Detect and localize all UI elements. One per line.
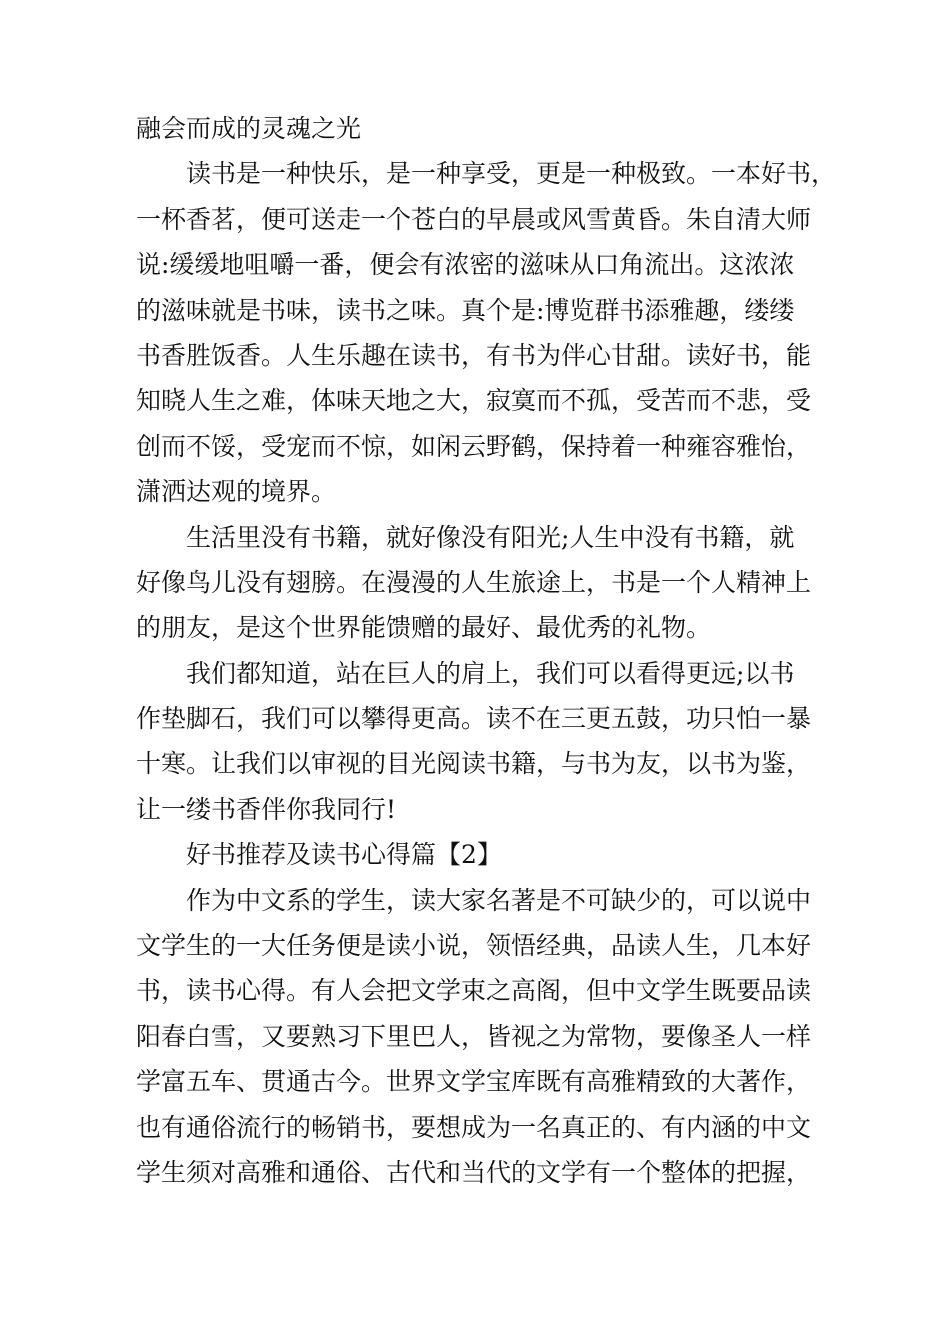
paragraph-start-line: 我们都知道，站在巨人的肩上，我们可以看得更远;以书 <box>186 658 795 688</box>
text-line: 的朋友，是这个世界能馈赠的最好、最优秀的礼物。 <box>136 613 712 643</box>
text-line: 文学生的一大任务便是读小说，领悟经典，品读人生，几本好 <box>136 931 812 961</box>
text-line: 说:缓缓地咀嚼一番，便会有浓密的滋味从口角流出。这浓浓 <box>136 250 795 280</box>
text-line: 学生须对高雅和通俗、古代和当代的文学有一个整体的把握， <box>136 1157 812 1187</box>
text-line: 学富五车、贯通古今。世界文学宝库既有高雅精致的大著作， <box>136 1067 812 1097</box>
text-line: 好像鸟儿没有翅膀。在漫漫的人生旅途上，书是一个人精神上 <box>136 567 812 597</box>
text-line: 潇洒达观的境界。 <box>136 477 337 507</box>
text-line: 也有通俗流行的畅销书，要想成为一名真正的、有内涵的中文 <box>136 1112 812 1142</box>
text-line: 一杯香茗，便可送走一个苍白的早晨或风雪黄昏。朱自清大师 <box>136 204 812 234</box>
text-line: 阳春白雪，又要熟习下里巴人，皆视之为常物，要像圣人一样 <box>136 1021 812 1051</box>
text-line: 书，读书心得。有人会把文学束之高阁，但中文学生既要品读 <box>136 976 812 1006</box>
text-line: 创而不馁，受宠而不惊，如闲云野鹤，保持着一种雍容雅怡， <box>136 431 812 461</box>
paragraph-start-line: 生活里没有书籍，就好像没有阳光;人生中没有书籍，就 <box>186 522 795 552</box>
text-line: 书香胜饭香。人生乐趣在读书，有书为伴心甘甜。读好书，能 <box>136 340 812 370</box>
paragraph-start-line: 读书是一种快乐，是一种享受，更是一种极致。一本好书， <box>186 159 837 189</box>
paragraph-start-line: 作为中文系的学生，读大家名著是不可缺少的，可以说中 <box>186 885 812 915</box>
text-line: 知晓人生之难，体味天地之大，寂寞而不孤，受苦而不悲，受 <box>136 386 812 416</box>
text-line: 作垫脚石，我们可以攀得更高。读不在三更五鼓，功只怕一暴 <box>136 704 812 734</box>
text-line: 十寒。让我们以审视的目光阅读书籍，与书为友，以书为鉴， <box>136 749 812 779</box>
text-line: 让一缕书香伴你我同行! <box>136 794 397 824</box>
document-body <box>136 106 836 1195</box>
text-line: 融会而成的灵魂之光 <box>136 114 362 143</box>
section-heading: 好书推荐及读书心得篇【2】 <box>186 840 502 870</box>
text-line: 的滋味就是书味，读书之味。真个是:博览群书添雅趣，缕缕 <box>136 295 795 325</box>
